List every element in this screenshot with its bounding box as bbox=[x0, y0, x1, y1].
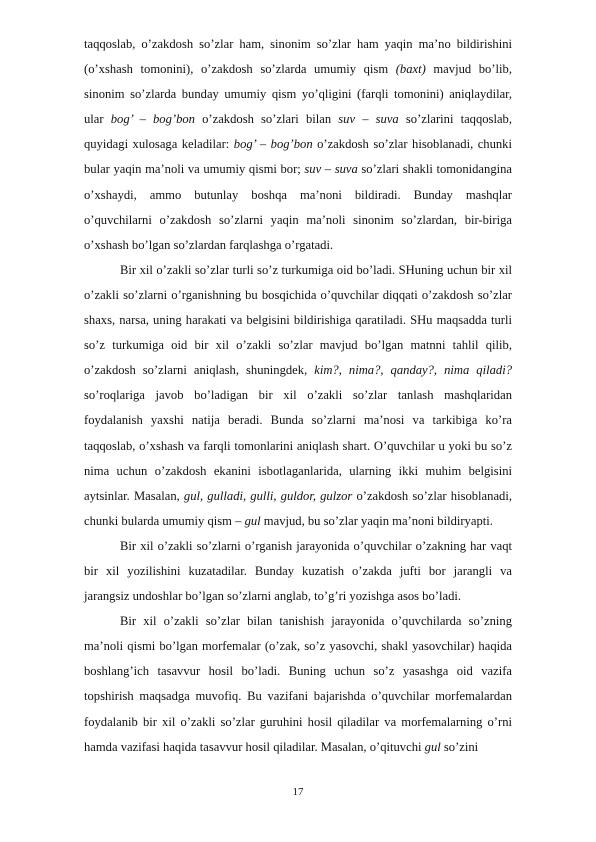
paragraph: Bir xil o’zakli so’zlar turli so’z turkumiga oid bo’ladi. SHuning uchun bir xil o’zakli so’zlarni o’rganishning bu bosqichida o’quvchilar diqqati o’zakdosh so’zlar shaxs, narsa, uning harakati va belgisini bildirishiga qaratiladi. SHu maqsadda turli so’z turkumiga oid bir xil o’zakli so’zlar mavjud bo’lgan matnni tahlil qilib, o’zakdosh so’zlarni aniqlash, shuningdek, kim?, nima?, qanday?, nima qiladi? so’roqlariga javob bo’ladigan bir xil o’zakli so’zlar tanlash mashqlaridan foydalanish yaxshi natija beradi. Bunda so’zlarni ma’nosi va tarkibiga ko’ra taqqoslab, o’xshash va farqli tomonlarini aniqlash shart. O’quvchilar u yoki bu so’z nima uchun o’zakdosh ekanini isbotlaganlarida, ularning ikki muhim belgisini aytsinlar. Masalan, gul, gulladi, gulli, guldor, gulzor o’zakdosh so’zlar hisoblanadi, chunki bularda umumiy qism – gul mavjud, bu so’zlar yaqin ma’noni bildiryapti. bbox=[84, 262, 512, 528]
paragraph: Bir xil o’zakli so’zlar bilan tanishish jarayonida o’quvchilarda so’zning ma’noli qismi bo’lgan morfemalar (o’zak, so’z yasovchi, shakl yasovchilar) haqida boshlang’ich tasavvur hosil bo’ladi. Buning uchun so’z yasashga oid vazifa topshirish maqsadga muvofiq. Bu vazifani bajarishda o’quvchilar morfemalardan foydalanib bir xil o’zakli so’zlar guruhini hosil qiladilar va morfemalarning o’rni hamda vazifasi haqida tasavvur hosil qiladilar. Masalan, o’qituvchi gul so’zini bbox=[84, 614, 512, 754]
page-number: 17 bbox=[292, 786, 304, 798]
paragraph: Bir xil o’zakli so’zlarni o’rganish jarayonida o’quvchilar o’zakning har vaqt bir xil yozilishini kuzatadilar. Bunday kuzatish o’zakda jufti bor jarangli va jarangsiz undoshlar bo’lgan so’zlarni anglab, to’g’ri yozishga asos bo’ladi. bbox=[84, 538, 512, 604]
page-body bbox=[84, 32, 512, 760]
paragraph-continuation: taqqoslab, o’zakdosh so’zlar ham, sinonim so’zlar ham yaqin ma’no bildirishini (o’xshash tomonini), o’zakdosh so’zlarda umumiy qism (baxt) mavjud bo’lib, sinonim so’zlarda bunday umumiy qism yo’qligini (farqli tomonini) aniqlaydilar, ular bog’ – bog’bon o’zakdosh so’zlari bilan suv – suva so’zlarini taqqoslab, quyidagi xulosaga keladilar: bog’ – bog’bon o’zakdosh so’zlar hisoblanadi, chunki bular yaqin ma’noli va umumiy qismi bor; suv – suva so’zlari shakli tomonidangina o’xshaydi, ammo butunlay boshqa ma’noni bildiradi. Bunday mashqlar o’quvchilarni o’zakdosh so’zlarni yaqin ma’noli sinonim so’zlardan, bir-biriga o’xshash bo’lgan so’zlardan farqlashga o’rgatadi. bbox=[84, 37, 513, 252]
